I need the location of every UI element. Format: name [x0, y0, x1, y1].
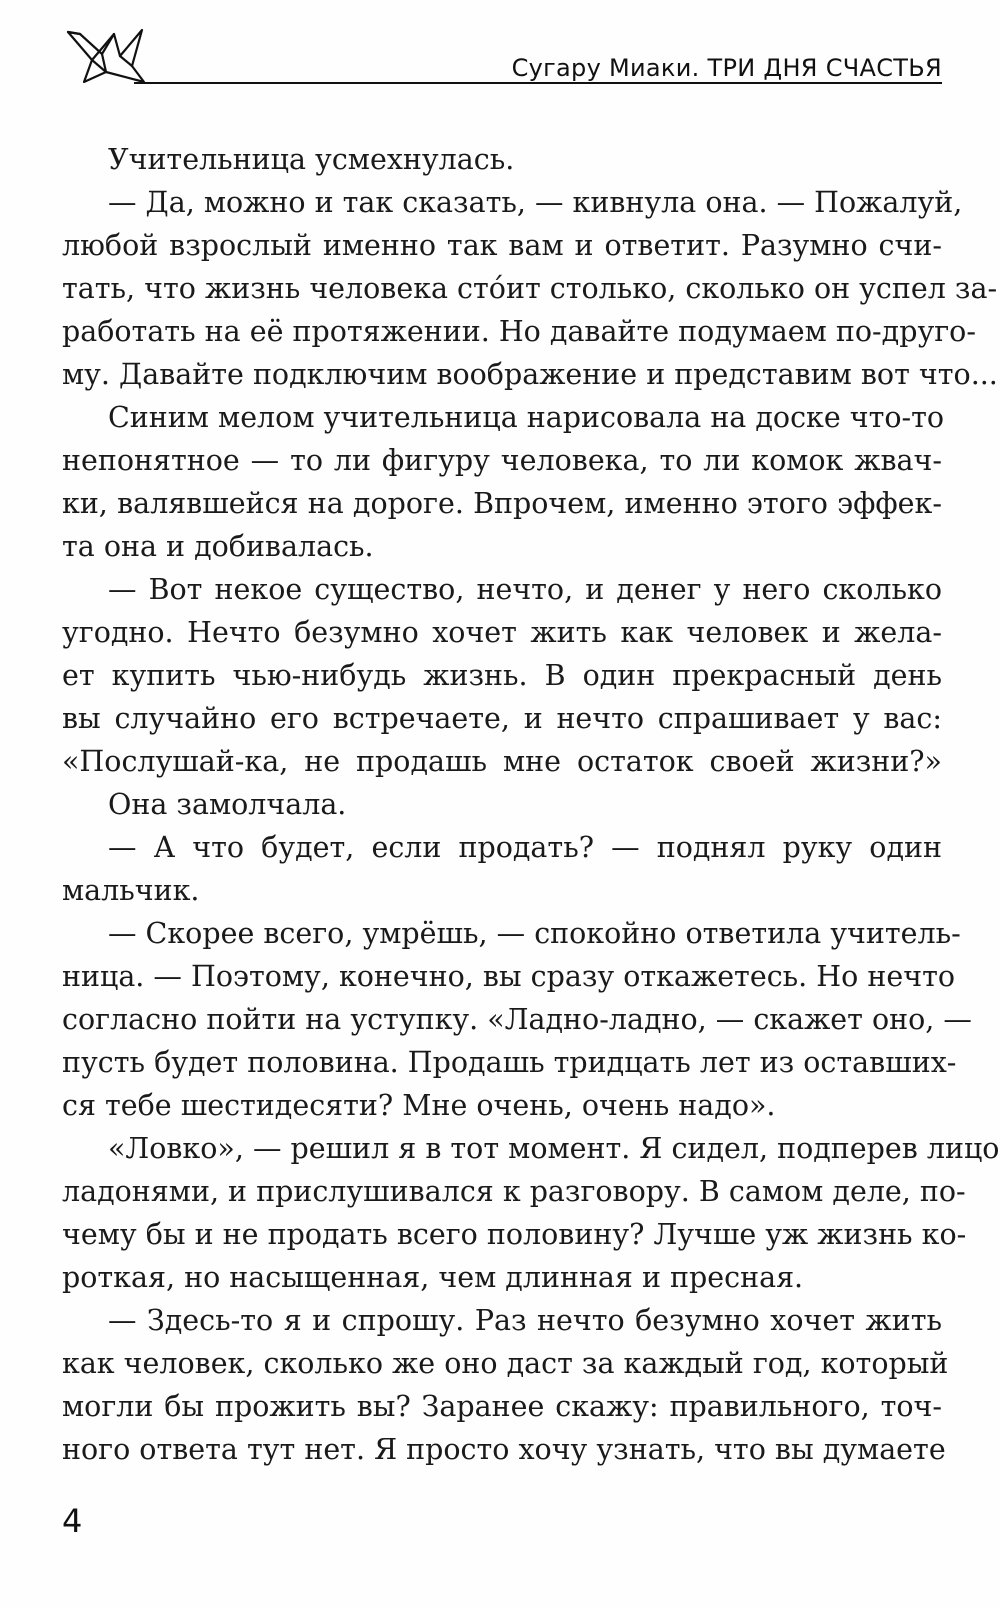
- text-line: «Ловко», — решил я в тот момент. Я сидел, подперев лицо: [108, 1132, 1000, 1165]
- running-header: [62, 20, 942, 90]
- text-line: — Скорее всего, умрёшь, — спокойно ответила учитель-: [108, 917, 961, 950]
- text-line: ного ответа тут нет. Я просто хочу узнать, что вы думаете: [62, 1433, 946, 1466]
- text-line: роткая, но насыщенная, чем длинная и пресная.: [62, 1261, 804, 1294]
- text-line: — А что будет, если продать? — поднял руку один: [108, 831, 942, 864]
- text-line: любой взрослый именно так вам и ответит. Разумно счи-: [62, 229, 942, 262]
- text-line: — Вот некое существо, нечто, и денег у него сколько: [108, 573, 942, 606]
- text-line: как человек, сколько же оно даст за каждый год, который: [62, 1347, 949, 1380]
- text-line: могли бы прожить вы? Заранее скажу: правильного, точ-: [62, 1390, 942, 1423]
- text-line: ет купить чью-нибудь жизнь. В один прекрасный день: [62, 659, 942, 692]
- text-line: мальчик.: [62, 874, 200, 907]
- text-line: — Здесь-то я и спрошу. Раз нечто безумно хочет жить: [108, 1304, 942, 1337]
- text-line: та она и добивалась.: [62, 530, 374, 563]
- text-line: чему бы и не продать всего половину? Лучше уж жизнь ко-: [62, 1218, 967, 1251]
- text-line: угодно. Нечто безумно хочет жить как человек и жела-: [62, 616, 942, 649]
- text-line: тать, что жизнь человека сто́ит столько, сколько он успел за-: [62, 272, 998, 305]
- text-line: согласно пойти на уступку. «Ладно-ладно, — скажет оно, —: [62, 1003, 972, 1036]
- body-text: [62, 138, 1000, 1471]
- text-line: вы случайно его встречаете, и нечто спрашивает у вас:: [62, 702, 942, 735]
- text-line: Синим мелом учительница нарисовала на доске что-то: [108, 401, 945, 434]
- text-line: ки, валявшейся на дороге. Впрочем, именно этого эффек-: [62, 487, 942, 520]
- text-line: Она замолчала.: [108, 788, 347, 821]
- header-rule: [134, 82, 942, 84]
- paper-crane-icon: [62, 20, 154, 88]
- text-line: непонятное — то ли фигуру человека, то ли комок жвач-: [62, 444, 942, 477]
- text-line: ница. — Поэтому, конечно, вы сразу откажетесь. Но нечто: [62, 960, 955, 993]
- text-line: — Да, можно и так сказать, — кивнула она. — Пожалуй,: [108, 186, 963, 219]
- running-title: Сугару Миаки. ТРИ ДНЯ СЧАСТЬЯ: [511, 54, 942, 82]
- text-line: ладонями, и прислушивался к разговору. В самом деле, по-: [62, 1175, 966, 1208]
- text-line: работать на её протяжении. Но давайте подумаем по-друго-: [62, 315, 976, 348]
- text-line: му. Давайте подключим воображение и представим вот что...: [62, 358, 998, 391]
- text-line: Учительница усмехнулась.: [108, 143, 515, 176]
- text-line: ся тебе шестидесяти? Мне очень, очень надо».: [62, 1089, 776, 1122]
- text-line: пусть будет половина. Продашь тридцать лет из оставших-: [62, 1046, 957, 1079]
- text-line: «Послушай-ка, не продашь мне остаток своей жизни?»: [62, 745, 942, 778]
- page-number: 4: [62, 1502, 83, 1540]
